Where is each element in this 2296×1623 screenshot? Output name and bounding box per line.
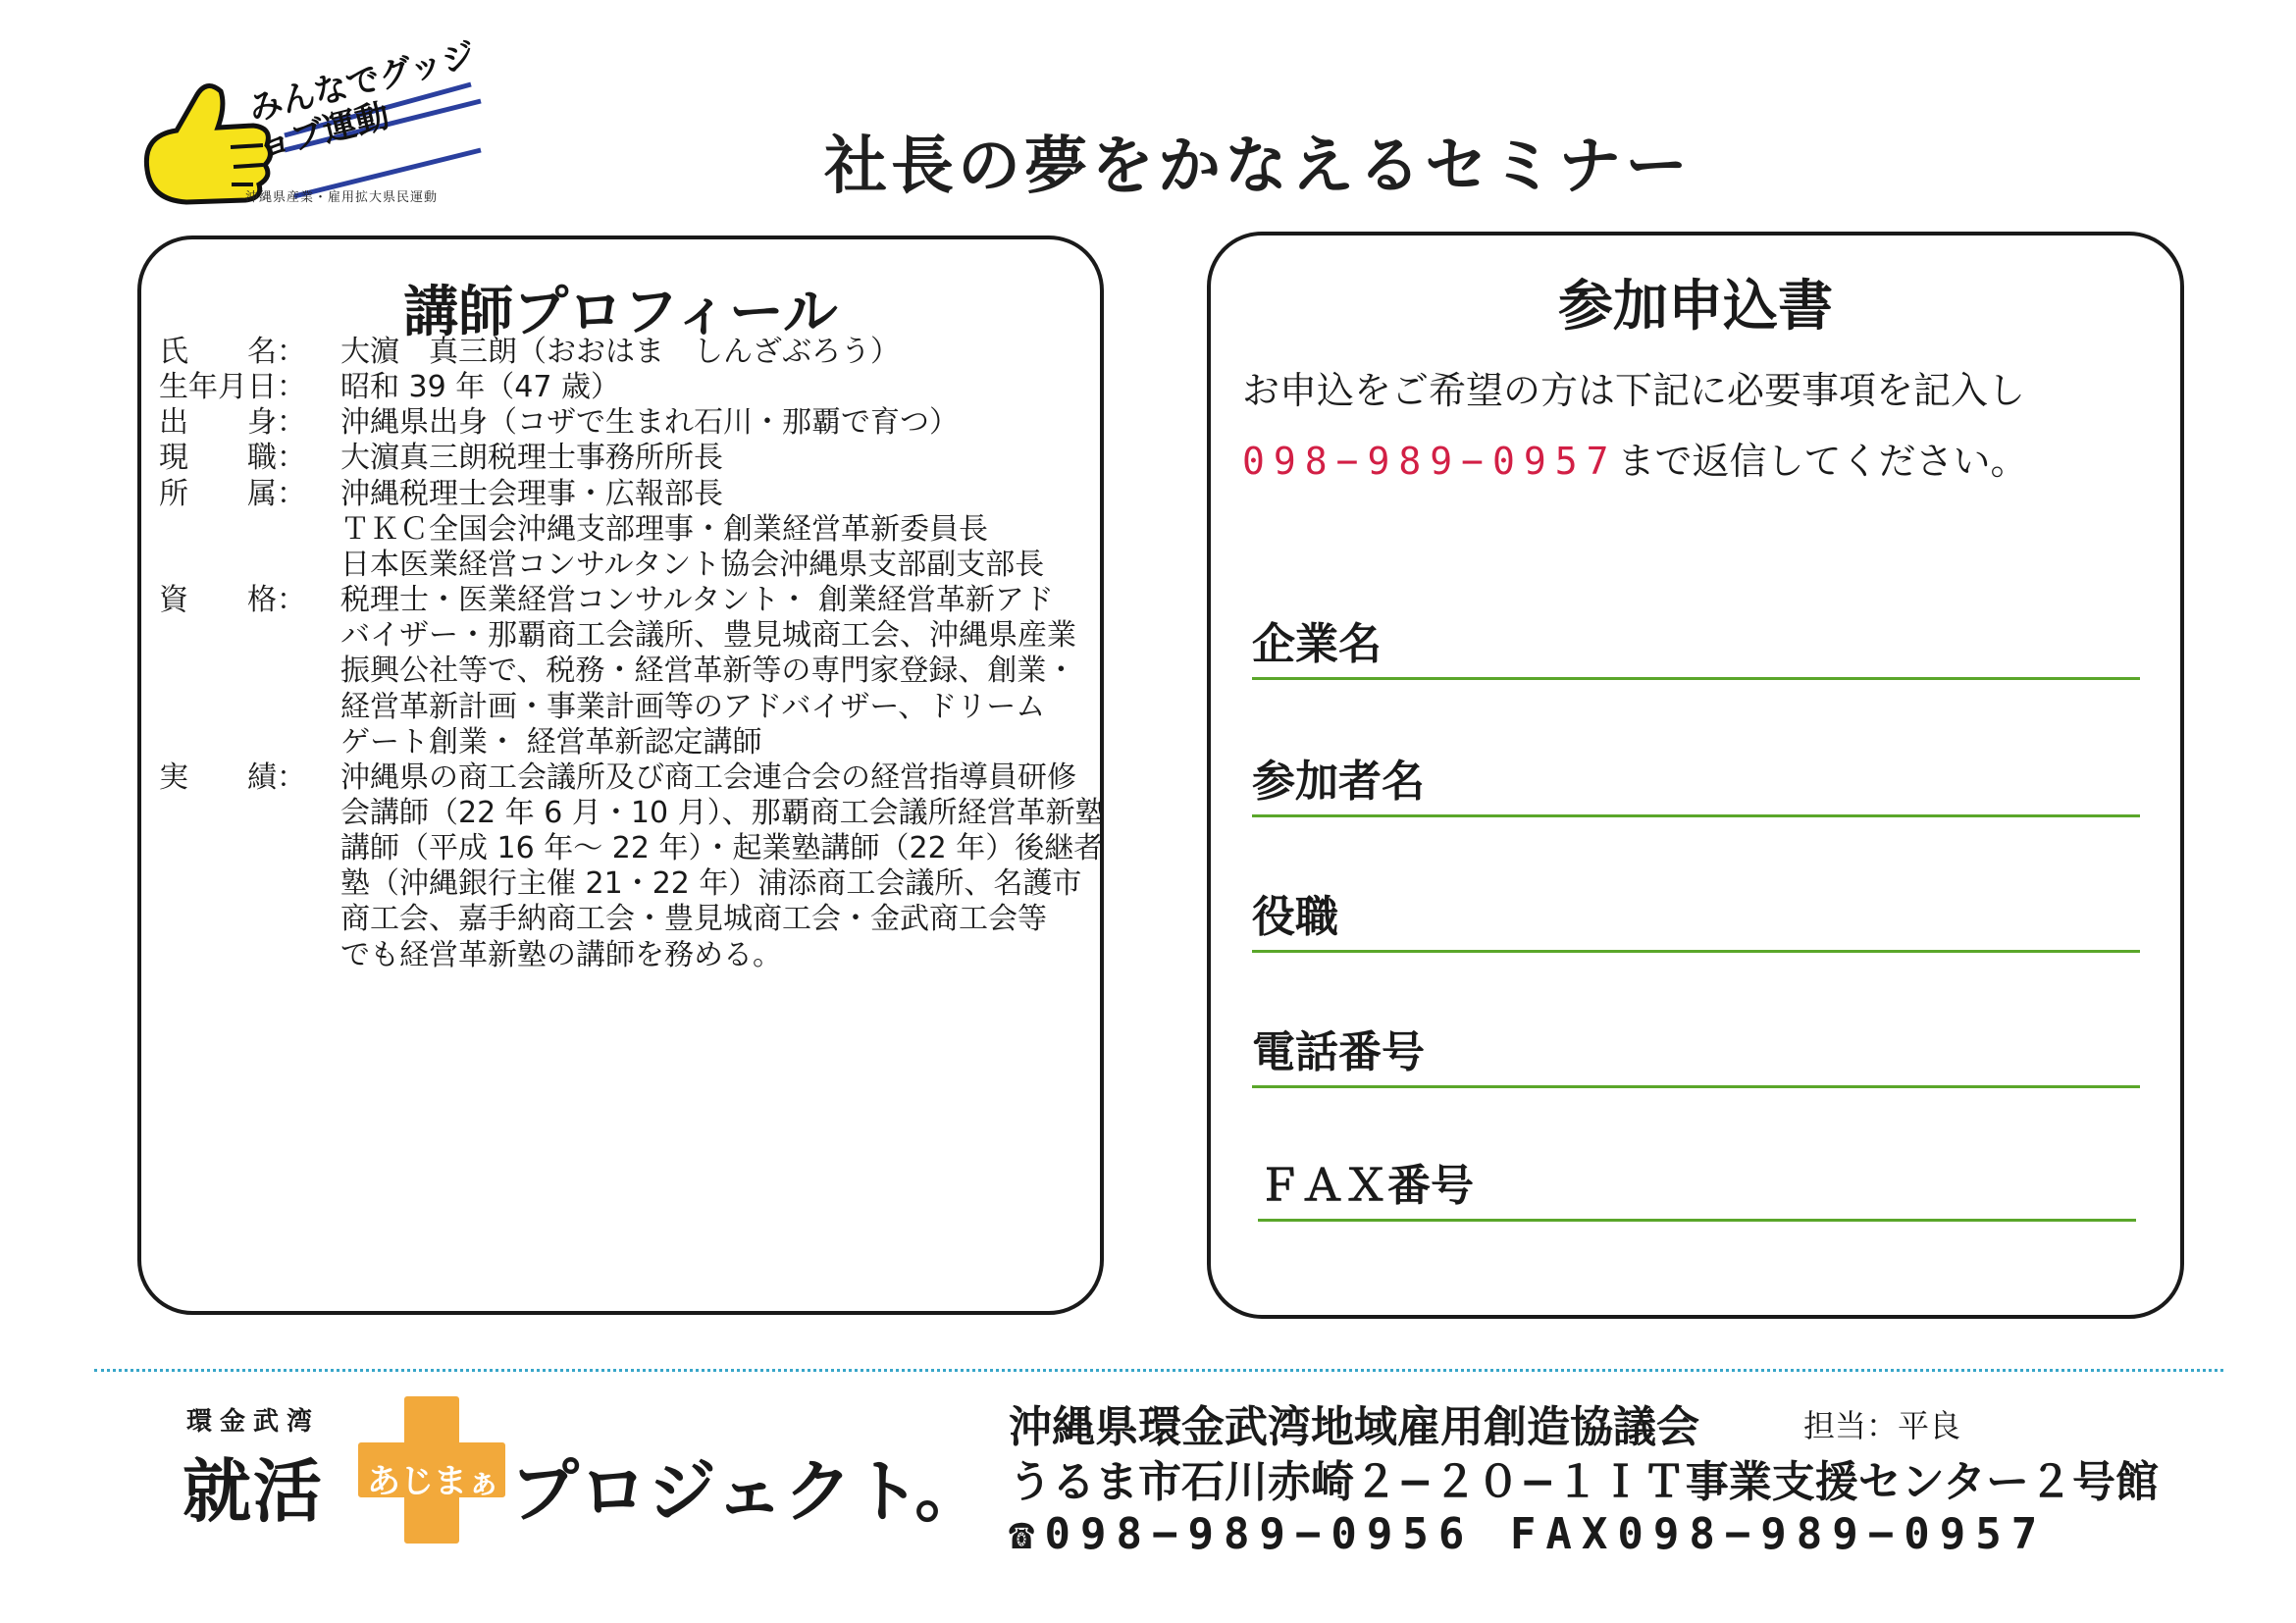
position-field[interactable] <box>1252 871 2140 953</box>
profile-label: 実 績： <box>159 759 306 795</box>
profile-value: 沖縄県出身（コザで生まれ石川・那覇で育つ） <box>340 405 959 441</box>
profile-label: 生年月日： <box>159 370 306 405</box>
page-title: 社長の夢をかなえるセミナー <box>824 131 1692 203</box>
profile-value: 振興公社等で、税務・経営革新等の専門家登録、創業・ <box>340 654 1076 689</box>
profile-value: バイザー・那覇商工会議所、豊見城商工会、沖縄県産業 <box>340 618 1076 654</box>
profile-label: 出 身： <box>159 405 306 441</box>
profile-value: ＴＫＣ全国会沖縄支部理事・創業経営革新委員長 <box>340 511 988 547</box>
project-name-left: 就活 <box>183 1451 324 1532</box>
profile-heading: 講師プロフィール <box>403 281 838 344</box>
phone-number-field[interactable] <box>1252 1007 2140 1088</box>
profile-value: 沖縄税理士会理事・広報部長 <box>340 476 723 511</box>
logo-title: みんなでグッジョブ運動 <box>244 34 480 167</box>
profile-value: でも経営革新塾の講師を務める。 <box>340 937 782 972</box>
organization-phone-fax: ☎098−989−0956 FAX098−989−0957 <box>1009 1509 2048 1559</box>
profile-panel <box>137 236 1104 1315</box>
profile-label: 現 職： <box>159 441 306 476</box>
position-label: 役職 <box>1252 892 1338 942</box>
profile-value: 講師（平成 16 年～ 22 年）・起業塾講師（22 年）後継者 <box>340 831 1104 866</box>
profile-value: 経営革新計画・事業計画等のアドバイザー、ドリーム <box>340 689 1046 724</box>
form-intro-line1: お申込をご希望の方は下記に必要事項を記入し <box>1242 369 2026 412</box>
profile-value: 日本医業経営コンサルタント協会沖縄県支部副支部長 <box>340 547 1045 582</box>
profile-label: 所 属： <box>159 476 306 511</box>
organization-address: うるま市石川赤崎２−２０−１ＩＴ事業支援センター２号館 <box>1009 1457 2159 1507</box>
project-region-label: 環金武湾 <box>186 1407 321 1437</box>
project-name-right: プロジェクト。 <box>510 1451 984 1532</box>
fax-number-field[interactable] <box>1258 1140 2136 1222</box>
company-name-label: 企業名 <box>1252 619 1382 669</box>
form-instructions <box>1242 355 2028 497</box>
profile-value: 大濵真三朗税理士事務所所長 <box>340 441 723 476</box>
profile-value: 税理士・医業経営コンサルタント・ 創業経営革新アド <box>340 583 1054 618</box>
profile-value: 沖縄県の商工会議所及び商工会連合会の経営指導員研修 <box>340 759 1076 795</box>
logo-subtitle: 沖縄県産業・雇用拡大県民運動 <box>245 190 439 205</box>
organization-name: 沖縄県環金武湾地域雇用創造協議会 <box>1009 1402 1699 1452</box>
footer-divider <box>94 1369 2223 1372</box>
profile-value: 大濵 真三朗（おおはま しんざぶろう） <box>340 335 900 369</box>
form-intro-line2 <box>1242 426 2028 497</box>
profile-value: 会講師（22 年 6 月・10 月）、那覇商工会議所経営革新塾 <box>340 795 1105 830</box>
reply-fax-number: 098−989−0957 <box>1242 440 1618 483</box>
phone-number-label: 電話番号 <box>1252 1027 1425 1077</box>
contact-person: 担当：平良 <box>1803 1407 1961 1444</box>
participant-name-label: 参加者名 <box>1252 757 1425 807</box>
company-name-field[interactable] <box>1252 599 2140 680</box>
profile-value: 商工会、嘉手納商工会・豊見城商工会・金武商工会等 <box>340 902 1047 937</box>
profile-label: 資 格： <box>159 583 306 618</box>
profile-value: 塾（沖縄銀行主催 21・22 年）浦添商工会議所、名護市 <box>340 866 1082 902</box>
project-badge-text: あじまぁ <box>367 1462 500 1501</box>
participant-name-field[interactable] <box>1252 736 2140 817</box>
profile-value: 昭和 39 年（47 歳） <box>340 370 620 405</box>
profile-label: 氏 名： <box>159 335 306 369</box>
application-form-panel <box>1207 232 2184 1319</box>
profile-value: ゲート創業・ 経営革新認定講師 <box>340 724 762 759</box>
fax-number-label: ＦＡＸ番号 <box>1258 1161 1474 1211</box>
form-heading: 参加申込書 <box>1558 275 1833 339</box>
form-intro-suffix: まで返信してください。 <box>1617 440 2028 483</box>
